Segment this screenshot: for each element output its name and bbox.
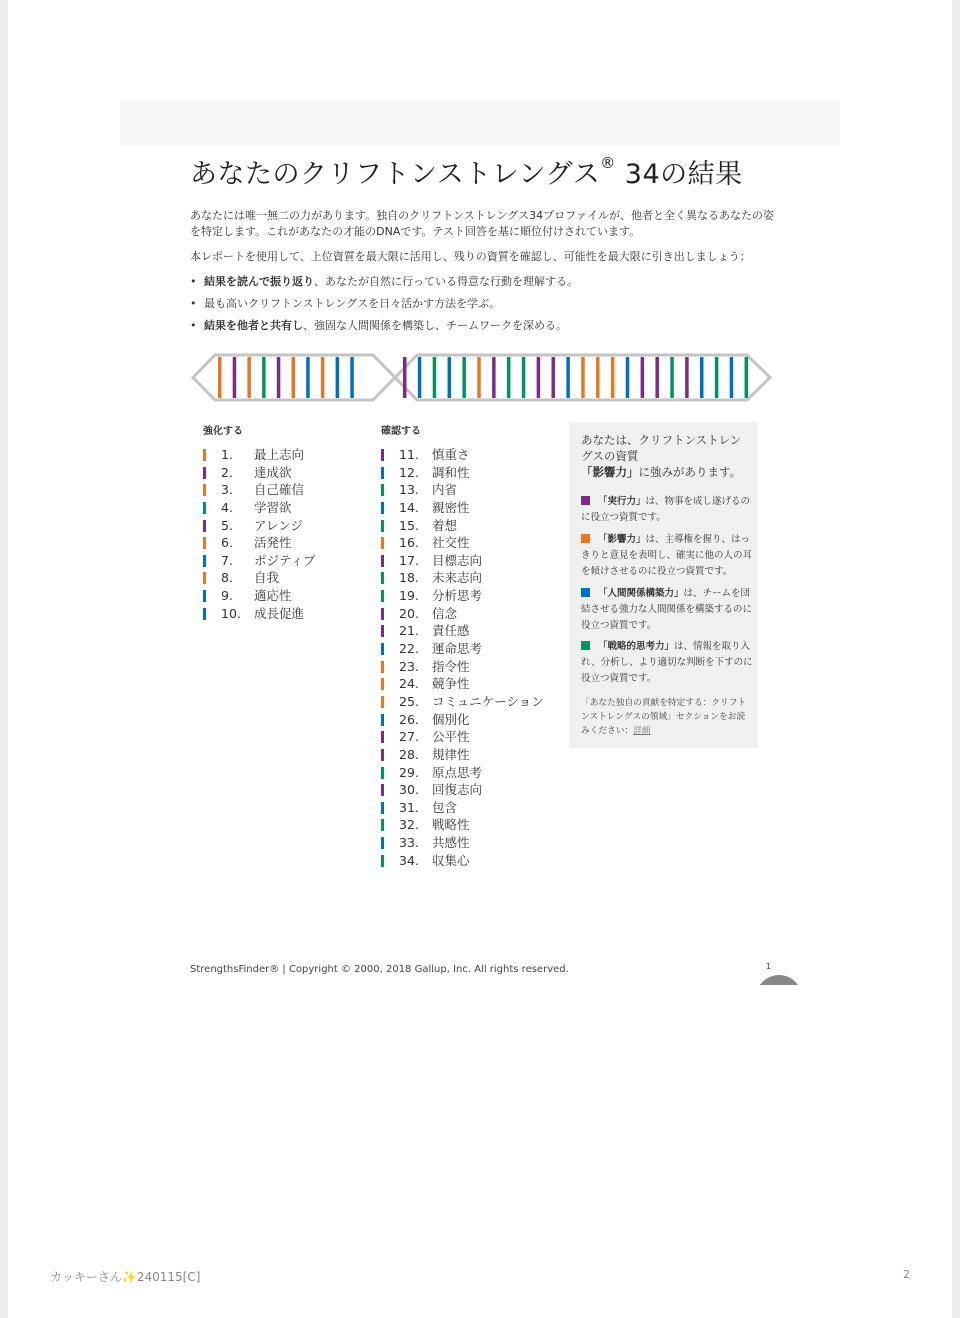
dna-stripe xyxy=(581,357,585,398)
dna-stripe xyxy=(350,357,354,398)
note-text: 「あなた独自の貢献を特定する：クリフトンストレングスの領域」セクションをお読みください： xyxy=(581,698,747,736)
strength-item xyxy=(203,605,353,623)
domain-name: 「戦略的思考力」 xyxy=(598,641,675,652)
bullet-bold: 結果を他者と共有し xyxy=(204,319,303,332)
domain-color-bar xyxy=(203,537,206,549)
domain-color-bar xyxy=(381,767,384,779)
dna-stripe xyxy=(670,357,674,398)
dna-stripe xyxy=(477,357,481,398)
strength-item xyxy=(381,464,551,482)
domain-color-bar xyxy=(381,572,384,584)
domain-color-bar xyxy=(203,502,206,514)
dna-stripe xyxy=(321,357,325,398)
dna-stripe xyxy=(745,357,749,398)
strengths-dna-graphic xyxy=(190,350,775,405)
strength-rank: 12. xyxy=(399,464,419,480)
strength-name: 信念 xyxy=(432,605,458,621)
strength-name: 責任感 xyxy=(432,623,470,639)
dna-stripe xyxy=(233,357,237,398)
strength-rank: 24. xyxy=(399,676,419,692)
domain-color-bar xyxy=(203,467,206,479)
strength-item xyxy=(381,834,551,852)
strength-rank: 4. xyxy=(221,499,233,515)
strength-rank: 6. xyxy=(221,535,233,551)
strength-item xyxy=(381,675,551,693)
domain-color-bar xyxy=(381,608,384,620)
dna-stripe xyxy=(247,357,251,398)
strength-name: 目標志向 xyxy=(432,552,483,568)
domain-color-bar xyxy=(381,555,384,567)
domain-color-bar xyxy=(381,731,384,743)
dna-stripe xyxy=(462,357,466,398)
strength-rank: 21. xyxy=(399,623,419,639)
strength-item xyxy=(381,517,551,535)
page-corner-decoration xyxy=(756,975,802,985)
strength-name: 未来志向 xyxy=(432,570,483,586)
strength-rank: 23. xyxy=(399,658,419,674)
strength-item xyxy=(381,481,551,499)
strength-item xyxy=(203,569,353,587)
domain-color-bar xyxy=(381,484,384,496)
dna-stripe xyxy=(522,357,526,398)
domain-color-bar xyxy=(203,520,206,532)
strength-name: 達成欲 xyxy=(254,464,292,480)
strength-rank: 20. xyxy=(399,605,419,621)
domain-color-bar xyxy=(381,855,384,867)
bullet-text: 、あなたが自然に行っている得意な行動を理解する。 xyxy=(314,275,578,288)
domain-color-bar xyxy=(381,537,384,549)
strength-rank: 31. xyxy=(399,799,419,815)
strength-rank: 19. xyxy=(399,588,419,604)
strength-name: 活発性 xyxy=(254,535,292,551)
lead-domain: 「影響力」 xyxy=(581,465,639,479)
strength-name: 分析思考 xyxy=(432,588,483,604)
dna-stripe xyxy=(403,357,407,398)
dna-stripe xyxy=(262,357,266,398)
lead-text-end: に強みがあります。 xyxy=(638,465,742,479)
registered-mark: ® xyxy=(600,154,616,172)
strength-rank: 7. xyxy=(221,552,233,568)
domain-name: 「実行力」 xyxy=(598,496,646,507)
strength-item xyxy=(381,658,551,676)
strength-rank: 3. xyxy=(221,482,233,498)
inner-page-number: 1 xyxy=(766,962,772,971)
lead-text: あなたは、クリフトンストレングスの資質 xyxy=(581,433,742,463)
bullet-text: 最も高いクリフトンストレングスを日々活かす方法を学ぶ。 xyxy=(204,297,501,310)
strength-rank: 9. xyxy=(221,588,233,604)
strength-rank: 1. xyxy=(221,447,233,462)
domain-color-bar xyxy=(203,555,206,567)
strength-item xyxy=(381,711,551,729)
intro-paragraph-1: あなたには唯一無二の力があります。独自のクリフトンストレングス34プロファイルが、他者と全く異なるあなたの姿を特定します。これがあなたの才能のDNAです。テスト回答を基に順位付けされています。 xyxy=(190,209,774,238)
domain-lead xyxy=(581,432,751,480)
strength-name: アレンジ xyxy=(254,517,303,533)
strength-rank: 32. xyxy=(399,817,419,833)
bullet-item xyxy=(190,274,780,290)
bullet-bold: 結果を読んで振り返り xyxy=(204,275,314,288)
strength-item xyxy=(381,693,551,711)
strength-name: 内省 xyxy=(432,482,458,498)
header-band xyxy=(120,100,840,146)
domain-item-executing xyxy=(581,494,753,526)
strength-item xyxy=(381,799,551,817)
page-title xyxy=(190,152,743,191)
dna-stripe xyxy=(218,357,222,398)
dna-stripe xyxy=(566,357,570,398)
dna-stripe xyxy=(492,357,496,398)
strength-item xyxy=(381,605,551,623)
strength-name: 学習欲 xyxy=(254,499,292,515)
domain-color-bar xyxy=(381,784,384,796)
strength-rank: 2. xyxy=(221,464,233,480)
strength-name: 規律性 xyxy=(432,746,470,762)
intro-bullets xyxy=(190,274,780,334)
other-strengths-list xyxy=(381,446,551,869)
strength-name: 適応性 xyxy=(254,588,292,604)
dna-stripe xyxy=(655,357,659,398)
strength-item xyxy=(381,852,551,870)
strength-name: 成長促進 xyxy=(254,605,305,621)
strength-name: 公平性 xyxy=(432,729,470,745)
intro-paragraph-2: 本レポートを使用して、上位資質を最大限に活用し、残りの資質を確認し、可能性を最大限に引き出しましょう： xyxy=(190,250,751,263)
page-number: 2 xyxy=(903,1268,910,1281)
strength-name: 慎重さ xyxy=(432,447,470,462)
dna-stripe xyxy=(685,357,689,398)
domain-name: 「影響力」 xyxy=(598,534,646,545)
strength-name: 着想 xyxy=(432,517,458,533)
strategic-color-square xyxy=(581,641,590,650)
strength-name: 自己確信 xyxy=(254,482,305,498)
strength-rank: 25. xyxy=(399,693,419,709)
dna-stripe xyxy=(507,357,511,398)
domain-name: 「人間関係構築力」 xyxy=(598,588,684,599)
domain-desc: は、物事を成し遂げるのに役立つ資質です。 xyxy=(581,496,751,523)
strength-rank: 13. xyxy=(399,482,419,498)
strength-item xyxy=(381,499,551,517)
dna-stripe xyxy=(552,357,556,398)
top-strengths-list xyxy=(203,446,353,622)
strength-item xyxy=(381,816,551,834)
dna-stripe xyxy=(277,357,281,398)
strength-name: 戦略性 xyxy=(432,817,470,833)
strength-rank: 18. xyxy=(399,570,419,586)
domain-color-bar xyxy=(381,714,384,726)
dna-stripe xyxy=(306,357,310,398)
domain-color-bar xyxy=(381,678,384,690)
domain-desc: は、情報を取り入れ、分析し、より適切な判断を下すのに役立つ資質です。 xyxy=(581,641,753,684)
strength-item xyxy=(203,587,353,605)
dna-stripe xyxy=(700,357,704,398)
strength-rank: 11. xyxy=(399,447,419,462)
strength-item xyxy=(203,446,353,464)
strength-rank: 16. xyxy=(399,535,419,551)
strength-item xyxy=(203,552,353,570)
domain-item-influencing xyxy=(581,532,753,580)
domain-color-bar xyxy=(381,819,384,831)
strength-item xyxy=(381,746,551,764)
domain-color-bar xyxy=(381,625,384,637)
domain-color-bar xyxy=(381,502,384,514)
strength-item xyxy=(381,781,551,799)
strength-name: 調和性 xyxy=(432,464,470,480)
strength-item xyxy=(381,587,551,605)
strength-name: 指令性 xyxy=(432,658,470,674)
domain-color-bar xyxy=(203,484,206,496)
dna-stripe xyxy=(433,357,437,398)
domain-color-bar xyxy=(381,749,384,761)
bullet-item xyxy=(190,318,780,334)
strength-item xyxy=(381,764,551,782)
strength-rank: 17. xyxy=(399,552,419,568)
column-heading-top: 強化する xyxy=(203,426,243,437)
domain-desc: は、チームを団結させる強力な人間関係を構築するのに役立つ資質です。 xyxy=(581,588,753,631)
strength-name: 自我 xyxy=(254,570,280,586)
strength-name: 親密性 xyxy=(432,499,470,515)
strength-rank: 29. xyxy=(399,764,419,780)
domain-color-bar xyxy=(203,608,206,620)
strength-name: コミュニケーション xyxy=(432,693,544,709)
strength-name: 競争性 xyxy=(432,676,470,692)
strength-rank: 26. xyxy=(399,711,419,727)
dna-stripe xyxy=(641,357,645,398)
domain-color-bar xyxy=(381,467,384,479)
strength-rank: 10. xyxy=(221,605,241,621)
influencing-color-square xyxy=(581,534,590,543)
dna-stripe xyxy=(626,357,630,398)
strength-item xyxy=(381,552,551,570)
strength-item xyxy=(381,622,551,640)
strength-item xyxy=(203,481,353,499)
domain-desc: は、主導権を握り、はっきりと意見を表明し、確実に他の人の耳を傾けさせるのに役立つ資質です。 xyxy=(581,534,753,577)
document-label: カッキーさん✨240115[C] xyxy=(50,1270,201,1284)
domain-info-box xyxy=(569,422,758,748)
dna-stripe xyxy=(537,357,541,398)
intro-section xyxy=(190,208,780,340)
strength-rank: 28. xyxy=(399,746,419,762)
domain-color-bar xyxy=(203,449,206,461)
strength-item xyxy=(381,640,551,658)
domain-color-bar xyxy=(381,520,384,532)
relationship-color-square xyxy=(581,588,590,597)
domain-color-bar xyxy=(203,590,206,602)
strength-name: ポジティブ xyxy=(254,552,316,568)
column-heading-rest: 確認する xyxy=(381,426,421,437)
strength-rank: 33. xyxy=(399,835,419,851)
strength-item xyxy=(381,446,551,464)
strength-item xyxy=(203,464,353,482)
copyright-text: StrengthsFinder® | Copyright © 2000, 2018 Gallup, Inc. All rights reserved. xyxy=(190,964,569,975)
domain-color-bar xyxy=(381,661,384,673)
strength-name: 社交性 xyxy=(432,535,470,551)
executing-color-square xyxy=(581,496,590,505)
dna-stripe xyxy=(292,357,296,398)
domain-color-bar xyxy=(203,572,206,584)
strength-item xyxy=(203,499,353,517)
domain-item-relationship xyxy=(581,586,753,634)
dna-stripe xyxy=(418,357,422,398)
strength-item xyxy=(381,569,551,587)
strength-item xyxy=(203,534,353,552)
dna-stripe xyxy=(715,357,719,398)
strength-name: 原点思考 xyxy=(432,764,483,780)
strength-rank: 27. xyxy=(399,729,419,745)
strength-item xyxy=(203,517,353,535)
bullet-text: 、強固な人間関係を構築し、チームワークを深める。 xyxy=(303,319,567,332)
dna-stripe xyxy=(611,357,615,398)
strength-name: 回復志向 xyxy=(432,782,483,798)
domain-color-bar xyxy=(381,643,384,655)
strength-rank: 15. xyxy=(399,517,419,533)
domain-color-bar xyxy=(381,837,384,849)
domain-color-bar xyxy=(381,590,384,602)
strength-rank: 5. xyxy=(221,517,233,533)
domain-color-bar xyxy=(381,449,384,461)
strength-rank: 14. xyxy=(399,499,419,515)
domain-item-strategic xyxy=(581,639,753,687)
details-link[interactable]: 詳細 xyxy=(633,726,651,736)
strength-name: 収集心 xyxy=(432,852,470,868)
strength-rank: 22. xyxy=(399,641,419,657)
dna-stripe xyxy=(596,357,600,398)
strength-name: 包含 xyxy=(432,799,458,815)
domain-color-bar xyxy=(381,802,384,814)
strength-rank: 30. xyxy=(399,782,419,798)
dna-stripe xyxy=(336,357,340,398)
bullet-item xyxy=(190,296,780,312)
strength-rank: 8. xyxy=(221,570,233,586)
title-suffix: 34の結果 xyxy=(615,159,743,190)
strength-item xyxy=(381,534,551,552)
strength-rank: 34. xyxy=(399,852,419,868)
title-text: あなたのクリフトンストレングス xyxy=(190,159,601,190)
strength-name: 最上志向 xyxy=(254,447,305,462)
strength-item xyxy=(381,728,551,746)
dna-stripe xyxy=(730,357,734,398)
domain-note xyxy=(581,696,753,738)
strength-name: 個別化 xyxy=(432,711,470,727)
domain-color-bar xyxy=(381,696,384,708)
strength-name: 共感性 xyxy=(432,835,470,851)
dna-stripe xyxy=(448,357,452,398)
strength-name: 運命思考 xyxy=(432,641,483,657)
